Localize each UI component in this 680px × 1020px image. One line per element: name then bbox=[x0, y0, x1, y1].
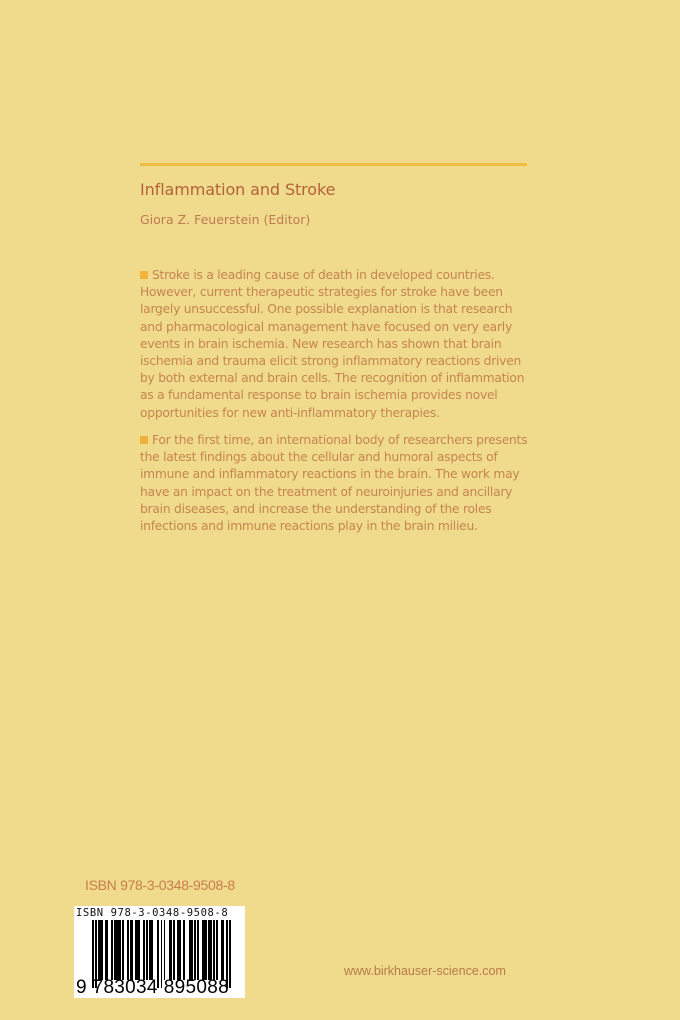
description-paragraph-1 bbox=[140, 267, 532, 422]
barcode-isbn-text: ISBN 978-3-0348-9508-8 bbox=[76, 907, 229, 919]
book-author: Giora Z. Feuerstein (Editor) bbox=[140, 212, 311, 227]
square-bullet-icon bbox=[140, 436, 148, 444]
isbn-label: ISBN 978-3-0348-9508-8 bbox=[85, 877, 235, 893]
barcode-digit-group2: 895088 bbox=[163, 977, 229, 998]
paragraph-text: Stroke is a leading cause of death in developed countries. However, current therapeutic strategies for stroke have been largely unsuccessful. One possible explanation is that research and pharmacological management have focused on very early events in brain ischemia. New research has shown that brain ischemia and trauma elicit strong inflammatory reactions driven by both external and brain cells. The recognition of inflammation as a fundamental response to brain ischemia provides novel opportunities for new anti-inflammatory therapies. bbox=[140, 268, 525, 420]
barcode-digit-first: 9 bbox=[76, 977, 87, 998]
barcode-bars-icon bbox=[92, 920, 237, 984]
header-rule bbox=[140, 163, 527, 166]
paragraph-text: For the first time, an international body of researchers presents the latest findings about the cellular and humoral aspects of immune and inflammatory reactions in the brain. The work may have an impact on the treatment of neuroinjuries and ancillary brain diseases, and increase the understanding of the roles infections and immune reactions play in the brain milieu. bbox=[140, 433, 528, 534]
description-paragraph-2 bbox=[140, 432, 532, 535]
barcode-digit-group1: 783034 bbox=[92, 977, 158, 998]
barcode-digits bbox=[76, 977, 229, 999]
book-title: Inflammation and Stroke bbox=[140, 180, 336, 199]
square-bullet-icon bbox=[140, 271, 148, 279]
isbn-barcode bbox=[74, 906, 245, 998]
publisher-website: www.birkhauser-science.com bbox=[344, 964, 506, 978]
